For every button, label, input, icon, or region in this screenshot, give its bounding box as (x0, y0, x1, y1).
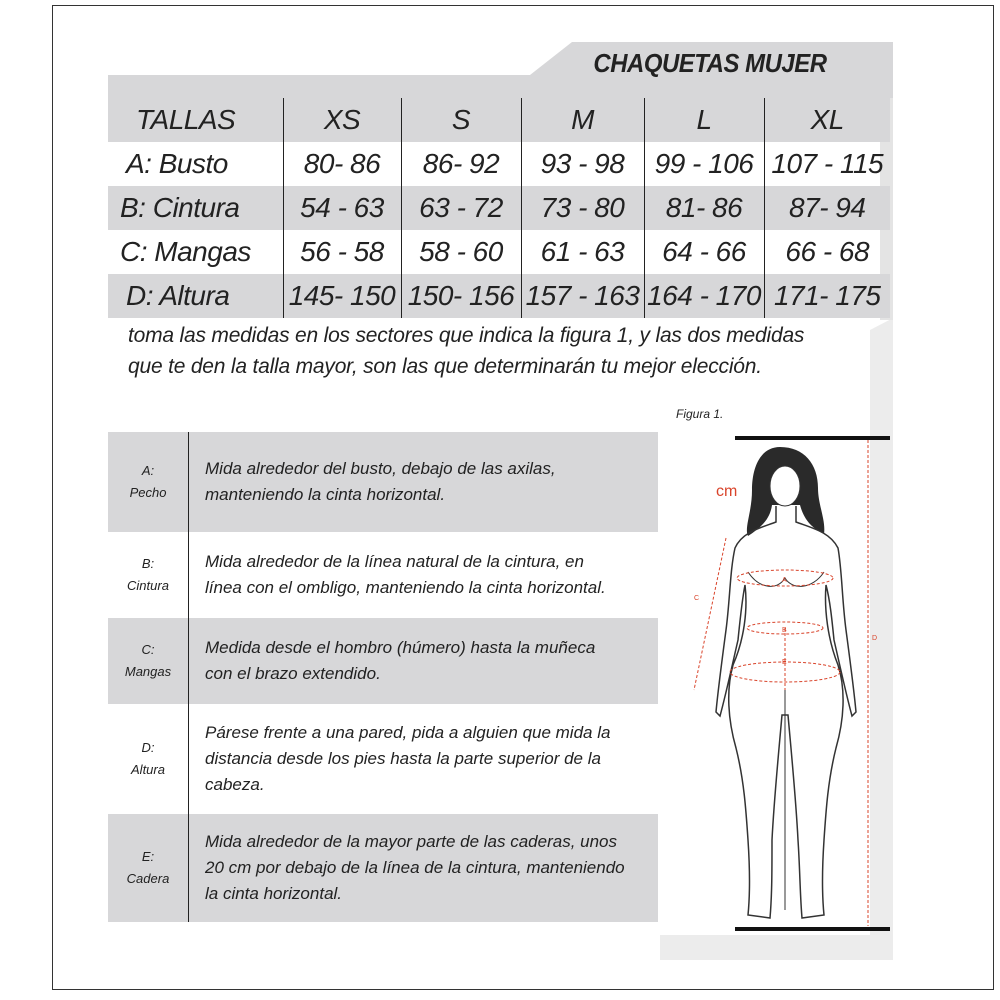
instruction-row-pecho (108, 432, 658, 532)
cell: 61 - 63 (521, 230, 644, 274)
mark-d: D (872, 635, 878, 642)
cell: 64 - 66 (644, 230, 764, 274)
cell: 164 - 170 (644, 274, 764, 318)
figure-caption: Figura 1. (676, 407, 724, 421)
text-line: con el brazo extendido. (205, 664, 381, 683)
key-word: Cadera (126, 871, 170, 886)
instruction-text (189, 432, 659, 532)
instruction-key (108, 618, 189, 704)
cell: 56 - 58 (283, 230, 401, 274)
text-line: Medida desde el hombro (húmero) hasta la muñeca (205, 638, 596, 657)
face-shape (770, 466, 800, 506)
mark-e: E (782, 659, 787, 666)
key-word: Mangas (124, 664, 172, 679)
instruction-row-cintura (108, 532, 658, 618)
instruction-row-cadera (108, 814, 658, 922)
key-letter: D: (141, 740, 155, 755)
cell: 157 - 163 (521, 274, 644, 318)
note-line-2: que te den la talla mayor, son las que determinarán tu mejor elección. (128, 355, 762, 378)
instruction-text (189, 532, 659, 618)
text-line: manteniendo la cinta horizontal. (205, 485, 446, 504)
row-label: A: Busto (108, 142, 283, 186)
cell: 87- 94 (764, 186, 890, 230)
text-line: la cinta horizontal. (205, 884, 343, 903)
header-xs: XS (283, 98, 401, 142)
instruction-key (108, 532, 189, 618)
cell: 86- 92 (401, 142, 521, 186)
text-line: distancia desde los pies hasta la parte superior de la (205, 749, 601, 768)
text-line: Mida alrededor de la línea natural de la cintura, en (205, 552, 584, 571)
text-line: Mida alrededor del busto, debajo de las axilas, (205, 459, 556, 478)
header-s: S (401, 98, 521, 142)
text-line: 20 cm por debajo de la línea de la cintura, manteniendo (205, 858, 625, 877)
unit-label: cm (716, 483, 738, 500)
text-line: línea con el ombligo, manteniendo la cinta horizontal. (205, 578, 606, 597)
cell: 150- 156 (401, 274, 521, 318)
key-letter: A: (141, 463, 155, 478)
instruction-text (189, 704, 659, 814)
header-l: L (644, 98, 764, 142)
key-letter: B: (141, 556, 155, 571)
instruction-text (189, 814, 659, 922)
body-outline (716, 506, 856, 918)
cell: 58 - 60 (401, 230, 521, 274)
cell: 73 - 80 (521, 186, 644, 230)
instruction-key (108, 432, 189, 532)
cell: 145- 150 (283, 274, 401, 318)
row-label: B: Cintura (108, 186, 283, 230)
row-label: D: Altura (108, 274, 283, 318)
size-row-busto (108, 142, 890, 186)
header-tallas: TALLAS (108, 98, 283, 142)
text-line: Mida alrededor de la mayor parte de las caderas, unos (205, 832, 618, 851)
page-title: CHAQUETAS MUJER (593, 48, 827, 78)
cell: 171- 175 (764, 274, 890, 318)
cell: 81- 86 (644, 186, 764, 230)
instruction-key (108, 704, 189, 814)
cell: 99 - 106 (644, 142, 764, 186)
text-line: Párese frente a una pared, pida a alguien que mida la (205, 723, 611, 742)
cell: 80- 86 (283, 142, 401, 186)
row-label: C: Mangas (108, 230, 283, 274)
key-word: Cintura (127, 578, 169, 593)
size-row-altura (108, 274, 890, 318)
mark-c: C (694, 595, 700, 602)
instruction-row-mangas (108, 618, 658, 704)
key-word: Pecho (129, 485, 167, 500)
cell: 93 - 98 (521, 142, 644, 186)
mark-a: A (782, 577, 787, 584)
measurement-note (128, 320, 868, 382)
cell: 66 - 68 (785, 236, 870, 267)
size-row-cintura (108, 186, 890, 230)
cell: 63 - 72 (401, 186, 521, 230)
size-row-mangas (108, 230, 890, 274)
body-measurement-figure (660, 425, 900, 945)
text-line: cabeza. (205, 775, 265, 794)
mark-b: B (782, 627, 787, 634)
instruction-text (189, 618, 659, 704)
instructions-table (108, 432, 658, 922)
cell: 107 - 115 (771, 148, 884, 179)
note-line-1: toma las medidas en los sectores que indica la figura 1, y las dos medidas (128, 324, 805, 347)
size-table (108, 98, 890, 318)
key-word: Altura (131, 762, 165, 777)
instruction-row-altura (108, 704, 658, 814)
key-letter: E: (141, 849, 155, 864)
cell: 54 - 63 (283, 186, 401, 230)
header-m: M (521, 98, 644, 142)
size-table-header-row (108, 98, 890, 142)
key-letter: C: (141, 642, 155, 657)
instruction-key (108, 814, 189, 922)
header-xl: XL (764, 98, 890, 142)
